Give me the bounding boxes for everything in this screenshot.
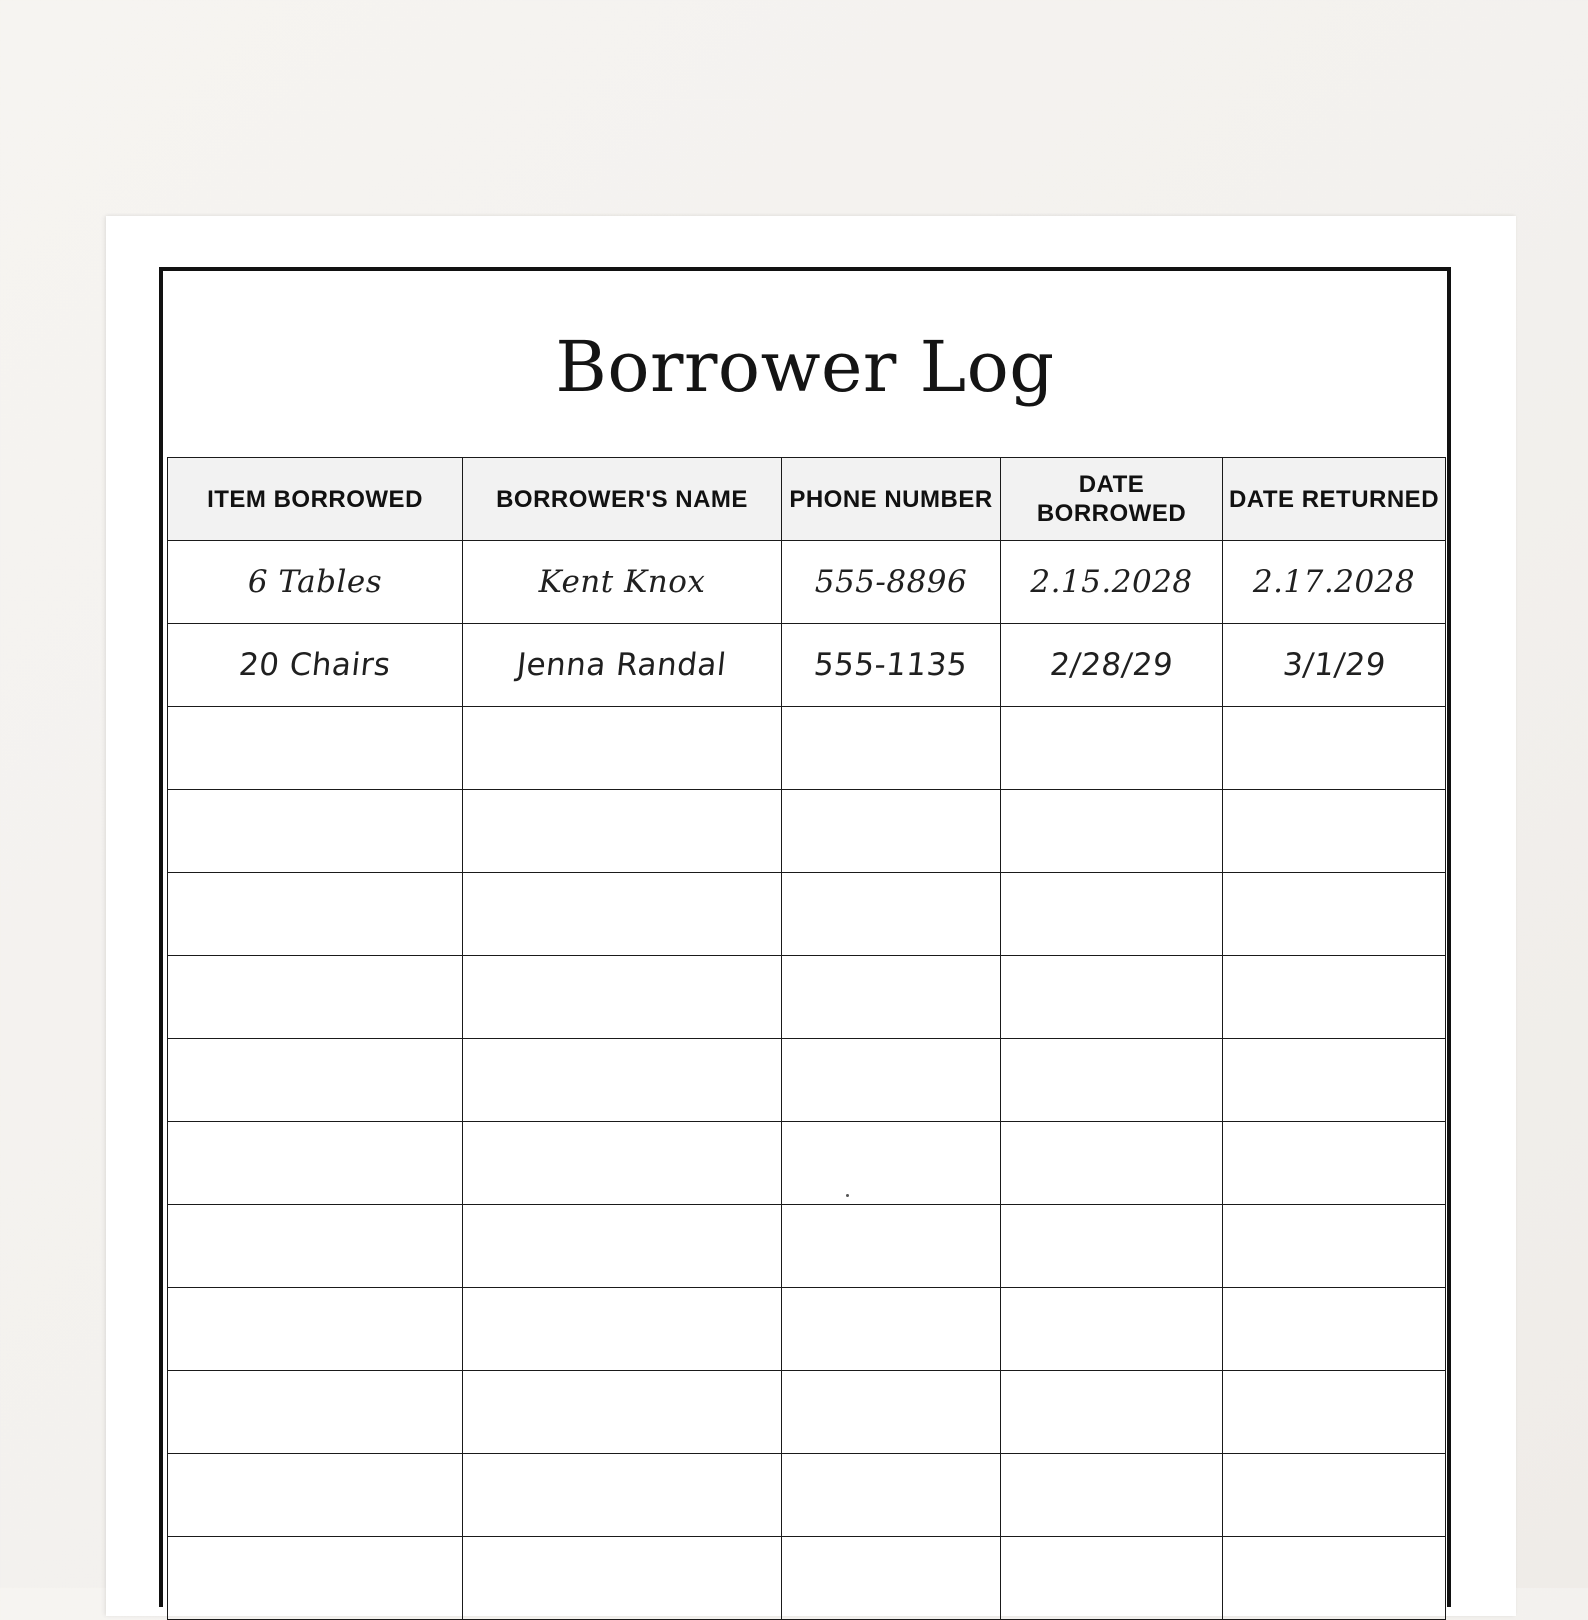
empty-cell[interactable] [1223, 1039, 1446, 1122]
table-row [168, 707, 1446, 790]
table-row [168, 956, 1446, 1039]
header-borrowers-name: BORROWER'S NAME [463, 458, 782, 541]
empty-cell[interactable] [1001, 873, 1223, 956]
table-row [168, 1371, 1446, 1454]
cell-text: Jenna Randal [515, 647, 729, 683]
table-row [168, 1537, 1446, 1620]
empty-cell[interactable] [1001, 1039, 1223, 1122]
cell-date-borrowed [1001, 541, 1223, 624]
header-row [168, 458, 1446, 541]
empty-cell[interactable] [1223, 1122, 1446, 1205]
empty-cell[interactable] [168, 873, 463, 956]
empty-cell[interactable] [1001, 1454, 1223, 1537]
empty-cell[interactable] [168, 956, 463, 1039]
empty-cell[interactable] [168, 707, 463, 790]
table-row [168, 1288, 1446, 1371]
cell-item [168, 541, 463, 624]
cell-text: 555-1135 [812, 647, 970, 683]
cell-text: 20 Chairs [237, 647, 393, 683]
empty-cell[interactable] [463, 873, 782, 956]
empty-cell[interactable] [168, 1122, 463, 1205]
empty-cell[interactable] [782, 873, 1001, 956]
header-date-borrowed: DATE BORROWED [1001, 458, 1223, 541]
empty-cell[interactable] [782, 1205, 1001, 1288]
empty-cell[interactable] [782, 1454, 1001, 1537]
cell-phone [782, 624, 1001, 707]
empty-cell[interactable] [1001, 956, 1223, 1039]
cell-text: 2.17.2028 [1252, 564, 1416, 600]
empty-cell[interactable] [782, 1288, 1001, 1371]
cell-text: 3/1/29 [1280, 647, 1388, 683]
empty-cell[interactable] [463, 956, 782, 1039]
table-row [168, 1122, 1446, 1205]
table-row [168, 541, 1446, 624]
cell-text: 2/28/29 [1048, 647, 1175, 683]
cell-name [463, 624, 782, 707]
empty-cell[interactable] [168, 1454, 463, 1537]
empty-cell[interactable] [1001, 790, 1223, 873]
cell-text: Kent Knox [538, 564, 706, 600]
cell-phone [782, 541, 1001, 624]
table-row [168, 624, 1446, 707]
empty-cell[interactable] [168, 1205, 463, 1288]
cell-date-returned [1223, 541, 1446, 624]
borrower-log-table [167, 457, 1446, 1620]
empty-cell[interactable] [1223, 1454, 1446, 1537]
cell-name [463, 541, 782, 624]
log-frame [159, 267, 1451, 1607]
empty-cell[interactable] [463, 1537, 782, 1620]
empty-cell[interactable] [782, 707, 1001, 790]
empty-cell[interactable] [1001, 1288, 1223, 1371]
table-row [168, 1205, 1446, 1288]
empty-cell[interactable] [168, 1537, 463, 1620]
empty-cell[interactable] [1223, 956, 1446, 1039]
empty-cell[interactable] [1001, 707, 1223, 790]
table-row [168, 873, 1446, 956]
empty-cell[interactable] [463, 1371, 782, 1454]
empty-cell[interactable] [463, 1288, 782, 1371]
empty-cell[interactable] [1223, 790, 1446, 873]
empty-cell[interactable] [1001, 1537, 1223, 1620]
header-phone-number: PHONE NUMBER [782, 458, 1001, 541]
empty-cell[interactable] [168, 1371, 463, 1454]
paper-speck [846, 1194, 849, 1197]
empty-cell[interactable] [782, 1122, 1001, 1205]
table-row [168, 790, 1446, 873]
empty-cell[interactable] [168, 1039, 463, 1122]
empty-cell[interactable] [463, 790, 782, 873]
empty-cell[interactable] [1001, 1122, 1223, 1205]
table-row [168, 1039, 1446, 1122]
table-row [168, 1454, 1446, 1537]
empty-cell[interactable] [1001, 1205, 1223, 1288]
cell-item [168, 624, 463, 707]
empty-cell[interactable] [463, 1205, 782, 1288]
empty-cell[interactable] [782, 790, 1001, 873]
empty-cell[interactable] [463, 707, 782, 790]
cell-text: 555-8896 [814, 564, 968, 600]
empty-cell[interactable] [1223, 1288, 1446, 1371]
empty-cell[interactable] [168, 1288, 463, 1371]
empty-cell[interactable] [1223, 1537, 1446, 1620]
cell-date-returned [1223, 624, 1446, 707]
empty-cell[interactable] [1223, 707, 1446, 790]
empty-cell[interactable] [463, 1454, 782, 1537]
header-item-borrowed: ITEM BORROWED [168, 458, 463, 541]
empty-cell[interactable] [782, 1371, 1001, 1454]
cell-date-borrowed [1001, 624, 1223, 707]
cell-text: 6 Tables [247, 564, 383, 600]
empty-cell[interactable] [1001, 1371, 1223, 1454]
empty-cell[interactable] [463, 1122, 782, 1205]
empty-cell[interactable] [782, 956, 1001, 1039]
empty-cell[interactable] [168, 790, 463, 873]
empty-cell[interactable] [1223, 873, 1446, 956]
empty-cell[interactable] [1223, 1371, 1446, 1454]
empty-cell[interactable] [463, 1039, 782, 1122]
header-date-returned: DATE RETURNED [1223, 458, 1446, 541]
empty-cell[interactable] [782, 1537, 1001, 1620]
empty-cell[interactable] [1223, 1205, 1446, 1288]
page-title: Borrower Log [555, 326, 1055, 408]
cell-text: 2.15.2028 [1030, 564, 1193, 600]
empty-cell[interactable] [782, 1039, 1001, 1122]
